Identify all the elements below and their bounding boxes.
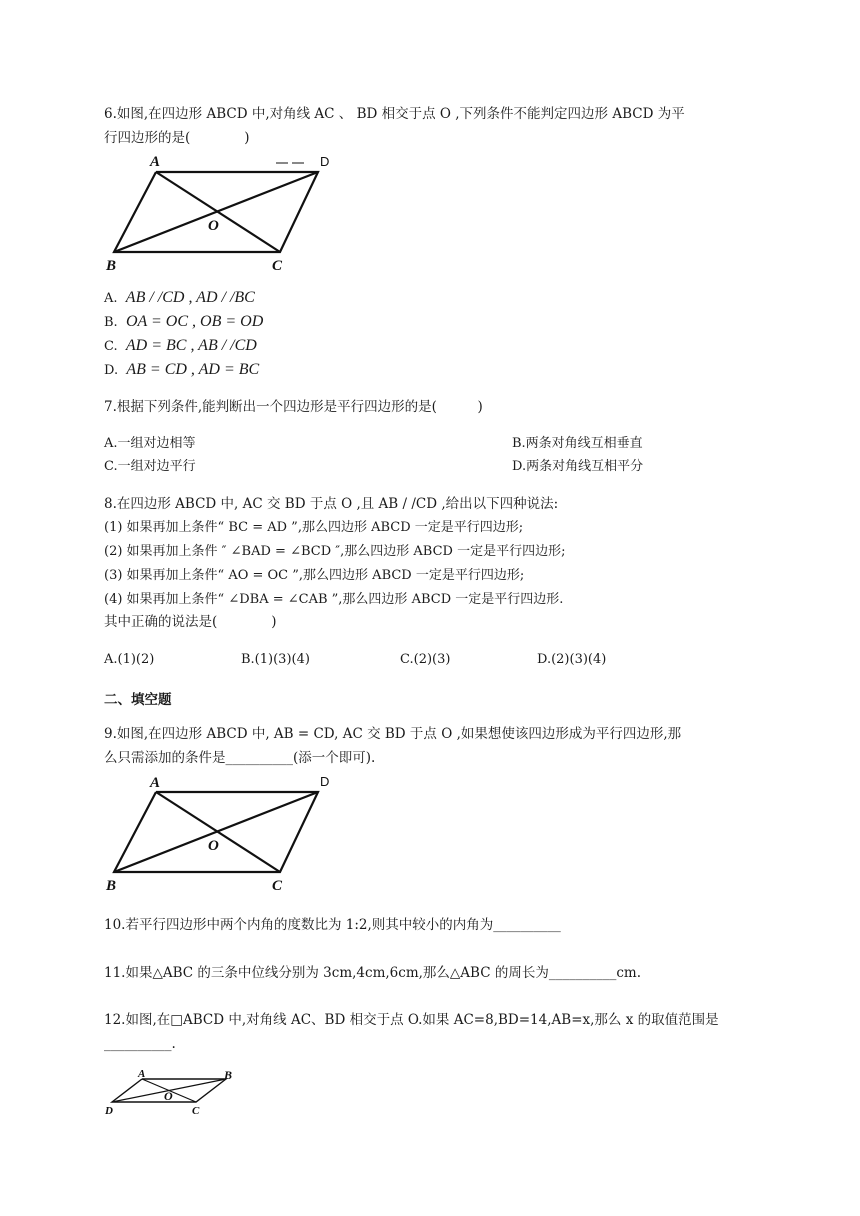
q8-closing: 其中正确的说法是( ) [104, 614, 277, 630]
q8-item-3: (3) 如果再加上条件“ AO = OC ”,那么四边形 ABCD 一定是平行四边形; [104, 568, 525, 583]
q6-label-b: B [106, 258, 117, 274]
q9-label-o: O [208, 838, 219, 854]
q6-stem-line1: 6.如图,在四边形 ABCD 中,对角线 AC 、 BD 相交于点 O ,下列条件不能判定四边形 ABCD 为平 [104, 106, 685, 122]
q7-option-c: C.一组对边平行 [104, 459, 196, 474]
q8-stem: 8.在四边形 ABCD 中, AC 交 BD 于点 O ,且 AB / /CD ,给出以下四种说法: [104, 496, 559, 512]
q10-text: 10.若平行四边形中两个内角的度数比为 1:2,则其中较小的内角为__________ [104, 917, 561, 933]
q6-label-c: C [272, 258, 283, 274]
q12-stem-line1: 12.如图,在□ABCD 中,对角线 AC、BD 相交于点 O.如果 AC=8,BD=14,AB=x,那么 x 的取值范围是 [104, 1012, 719, 1028]
q6-option-b [104, 312, 263, 333]
q7-option-a: A.一组对边相等 [104, 436, 196, 451]
q12-figure [104, 1070, 244, 1115]
q9-stem-line1: 9.如图,在四边形 ABCD 中, AB = CD, AC 交 BD 于点 O ,如果想使该四边形成为平行四边形,那 [104, 726, 682, 742]
q7-option-d: D.两条对角线互相平分 [512, 459, 644, 474]
q12-label-o: O [164, 1089, 173, 1103]
q12-stem-line2: __________. [104, 1036, 176, 1052]
q6-stem-line2: 行四边形的是( ) [104, 130, 250, 146]
option-text: AB / /CD , AD / /BC [125, 289, 255, 306]
option-text: AD = BC , AB / /CD [125, 337, 257, 354]
q9-stem-line2: 么只需添加的条件是__________(添一个即可). [104, 750, 376, 766]
q6-option-c [104, 336, 257, 357]
q6-label-o: O [208, 218, 219, 234]
option-text: OA = OC , OB = OD [125, 313, 264, 330]
q12-label-c: C [192, 1105, 200, 1117]
q6-label-a: A [150, 154, 161, 170]
q9-label-d: D [320, 774, 330, 789]
q6-option-a [104, 288, 255, 309]
q12-label-a: A [138, 1068, 146, 1080]
q12-label-d: D [105, 1105, 113, 1117]
q6-figure [104, 150, 344, 275]
q7-stem: 7.根据下列条件,能判断出一个四边形是平行四边形的是( ) [104, 399, 483, 415]
q8-item-1: (1) 如果再加上条件“ BC = AD ”,那么四边形 ABCD 一定是平行四边形; [104, 520, 524, 535]
q8-item-2: (2) 如果再加上条件 ″ ∠BAD = ∠BCD ″,那么四边形 ABCD 一定是平行四边形; [104, 544, 566, 559]
q7-option-b: B.两条对角线互相垂直 [512, 436, 643, 451]
option-letter: C. [104, 339, 118, 354]
q8-option-a: A.(1)(2) [104, 652, 155, 667]
q8-option-d: D.(2)(3)(4) [537, 652, 607, 667]
q9-figure [104, 772, 344, 897]
q8-option-c: C.(2)(3) [400, 652, 451, 667]
section-title-fill-in: 二、填空题 [104, 692, 172, 708]
q9-label-c: C [272, 878, 283, 894]
q9-label-a: A [150, 775, 161, 791]
q6-label-d: D [320, 154, 330, 169]
q11-text: 11.如果△ABC 的三条中位线分别为 3cm,4cm,6cm,那么△ABC 的周长为__________cm. [104, 965, 641, 981]
q8-item-4: (4) 如果再加上条件“ ∠DBA = ∠CAB ”,那么四边形 ABCD 一定是平行四边形. [104, 592, 564, 607]
q6-option-d [104, 360, 259, 381]
q8-option-b: B.(1)(3)(4) [241, 652, 310, 667]
option-text: AB = CD , AD = BC [126, 361, 260, 378]
option-letter: B. [104, 315, 118, 330]
q9-label-b: B [106, 878, 117, 894]
option-letter: D. [104, 363, 119, 378]
option-letter: A. [104, 291, 118, 306]
q12-label-b: B [224, 1068, 233, 1082]
